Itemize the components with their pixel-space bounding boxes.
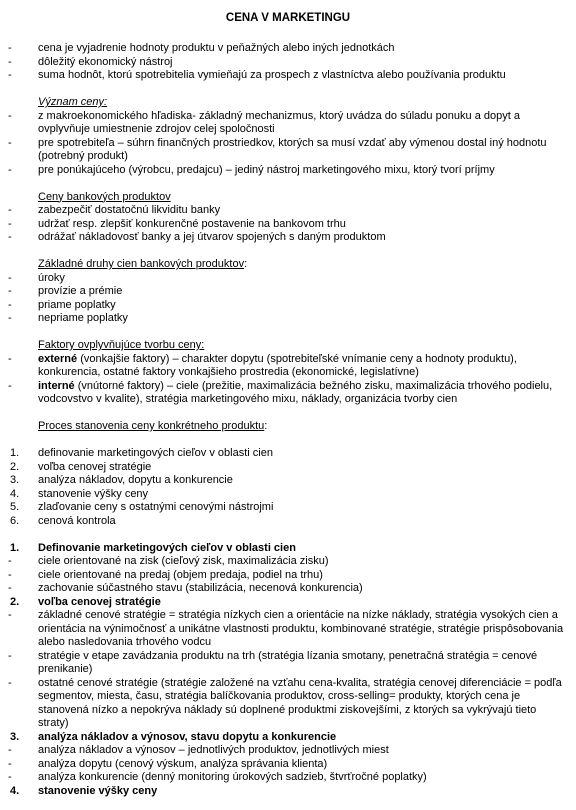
list-item: - stratégie v etape zavádzania produktu na trh (stratégia lízania smotany, penetračná stratégia = cenové prenikanie) bbox=[8, 649, 538, 675]
list-item: - priame poplatky bbox=[8, 298, 116, 311]
list-item: - pre spotrebiteľa – súhrn finančných prostriedkov, ktorých sa musí vzdať aby výmenou dostal iný hodnotu (potrebný produkt) bbox=[8, 136, 547, 162]
intro-item: - dôležitý ekonomický nástroj bbox=[8, 55, 173, 68]
list-item: - analýza dopytu (cenový výskum, analýza správania klienta) bbox=[8, 757, 328, 770]
list-item: - provízie a prémie bbox=[8, 285, 123, 297]
list-item: - základné cenové stratégie = stratégia nízkych cien a orientácie na nízke náklady, stratégia vysokých cien a orientácia na výnimočnosť a unikátne vlastnosti produktu, kombinované stratégie, stratégie prispôsobovania alebo nasledovania trhového vodcu bbox=[8, 609, 564, 648]
section-heading-proces: Proces stanovenia ceny konkrétneho produktu: bbox=[38, 420, 268, 432]
list-item: - zachovanie súčastného stavu (stabilizácia, necenová konkurencia) bbox=[8, 582, 363, 594]
list-item: - úroky bbox=[8, 271, 65, 284]
list-item: - zabezpečiť dostatočnú likviditu banky bbox=[8, 204, 221, 216]
bullet-dash: - bbox=[8, 55, 12, 68]
list-item: - externé (vonkajšie faktory) – charakter dopytu (spotrebiteľské vnímanie ceny a hodnoty produktu), konkurencia, ostatné faktory vonkajšieho prostredia (ekonomické, legislatívne) bbox=[8, 352, 517, 378]
intro-item: - suma hodnôt, ktorú spotrebitelia vymieňajú za prospech z vlastníctva alebo používania produktu bbox=[8, 69, 506, 81]
section-heading-vyznam: Význam ceny: bbox=[38, 96, 108, 108]
list-item: - udržať resp. zlepšiť konkurenčné postavenie na bankovom trhu bbox=[8, 217, 346, 230]
list-item: - analýza nákladov a výnosov – jednotlivých produktov, jednotlivých miest bbox=[8, 744, 389, 756]
numbered-heading: 2. voľba cenovej stratégie bbox=[10, 595, 161, 608]
list-item: - ostatné cenové stratégie (stratégie založené na vzťahu cena-kvalita, stratégia cenovej diferenciácie = podľa segmentov, miesta, času, stratégia balíčkovania produktov, cross-selling= produkty, ktorých cena je stanovená nízko a nepokrýva náklady sú doplnené produktmi ziskovejšími, z ktorých sa vykrývajú tieto straty) bbox=[8, 676, 562, 729]
section-heading-druhy: Základné druhy cien bankových produktov: bbox=[38, 258, 248, 270]
section-heading-ceny: Ceny bankových produktov bbox=[38, 190, 171, 203]
list-item: - ciele orientované na zisk (cieľový zisk, maximalizácia zisku) bbox=[8, 555, 329, 567]
intro-item: - cena je vyjadrenie hodnoty produktu v peňažných alebo iných jednotkách bbox=[8, 42, 395, 54]
numbered-item: 1. definovanie marketingových cieľov v oblasti cien bbox=[10, 447, 273, 459]
numbered-item: 4. stanovenie výšky ceny bbox=[10, 487, 149, 500]
numbered-item: 6. cenová kontrola bbox=[10, 514, 116, 527]
numbered-heading: 4. stanovenie výšky ceny bbox=[10, 784, 158, 797]
numbered-item: 3. analýza nákladov, dopytu a konkurencie bbox=[10, 474, 233, 486]
document-content bbox=[8, 42, 568, 798]
list-item: - z makroekonomického hľadiska- základný mechanizmus, ktorý uvádza do súladu ponuku a dopyt a ovplyvňuje umiestnenie zdrojov celej spoločnosti bbox=[8, 109, 520, 135]
numbered-heading: 1. Definovanie marketingových cieľov v oblasti cien bbox=[10, 541, 296, 554]
bullet-dash: - bbox=[8, 69, 12, 81]
list-item: - odrážať nákladovosť banky a jej útvarov spojených s daným produktom bbox=[8, 231, 386, 243]
numbered-item: 5. zlaďovanie ceny s ostatnými cenovými nástrojmi bbox=[10, 501, 274, 513]
bullet-dash: - bbox=[8, 42, 12, 54]
list-item: - interné (vnútorné faktory) – ciele (prežitie, maximalizácia bežného zisku, maximalizácia trhového podielu, vodcovstvo v kvalite), stratégia marketingového mixu, náklady, organizácia tvorby cien bbox=[8, 379, 553, 405]
section-heading-faktory: Faktory ovplyvňujúce tvorbu ceny: bbox=[38, 339, 205, 351]
numbered-heading: 3. analýza nákladov a výnosov, stavu dopytu a konkurencie bbox=[10, 730, 337, 743]
list-item: - analýza konkurencie (denný monitoring úrokových sadzieb, štvrťročné poplatky) bbox=[8, 771, 427, 783]
list-item: - ciele orientované na predaj (objem predaja, podiel na trhu) bbox=[8, 568, 323, 581]
list-item: - pre ponúkajúceho (výrobcu, predajcu) – jediný nástroj marketingového mixu, ktorý tvorí príjmy bbox=[8, 163, 495, 176]
numbered-item: 2. voľba cenovej stratégie bbox=[10, 460, 152, 473]
document-title: CENA V MARKETINGU bbox=[225, 12, 351, 24]
list-item: - nepriame poplatky bbox=[8, 312, 128, 324]
